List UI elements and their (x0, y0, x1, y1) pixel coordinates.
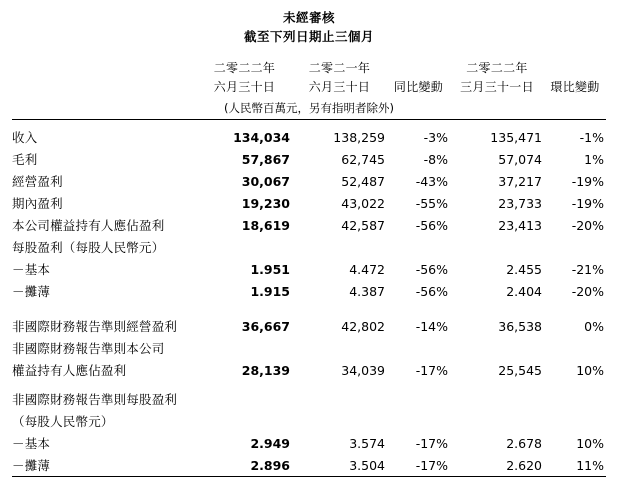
header-cell (12, 59, 197, 78)
document-title-block (12, 8, 606, 46)
row-value: -14% (415, 319, 448, 334)
row-value (387, 411, 450, 433)
row-value: 1.915 (250, 284, 290, 299)
row-value (292, 338, 387, 360)
footer-rule (12, 476, 606, 477)
row-value: 18,619 (241, 218, 290, 233)
row-value: 4.472 (349, 262, 385, 277)
row-label: 權益持有人應佔盈利 (12, 363, 127, 378)
row-value: 34,039 (341, 363, 385, 378)
row-value: 134,034 (233, 130, 290, 145)
header-cell: 六月三十日 (213, 80, 276, 94)
currency-note: (人民幣百萬元，另有指明者除外) (224, 101, 394, 115)
header-cell (387, 59, 450, 78)
spacer (12, 120, 606, 127)
row-value (544, 338, 606, 360)
row-value: -21% (571, 262, 604, 277)
row-value: -17% (415, 458, 448, 473)
row-value: 2.404 (506, 284, 542, 299)
row-value: -17% (415, 363, 448, 378)
row-value: 3.504 (349, 458, 385, 473)
row-value (292, 237, 387, 259)
row-label: －基本 (12, 436, 51, 451)
row-value: 37,217 (498, 174, 542, 189)
title-line-2: 截至下列日期止三個月 (243, 29, 374, 44)
row-value: -8% (423, 152, 448, 167)
row-label: 非國際財務報告準則每股盈利 (12, 392, 178, 407)
table-row (12, 338, 606, 360)
row-value: 135,471 (490, 130, 542, 145)
title-line-1: 未經審核 (282, 10, 335, 25)
spacer (12, 303, 606, 316)
header-cell: 二零二二年 (213, 61, 276, 75)
header-cell: 三月三十一日 (460, 80, 534, 94)
row-value (292, 411, 387, 433)
row-value: 2.678 (506, 436, 542, 451)
row-value: 28,139 (241, 363, 290, 378)
row-label: －攤薄 (12, 284, 51, 299)
row-value (387, 389, 450, 411)
row-value: 2.455 (506, 262, 542, 277)
row-value (544, 237, 606, 259)
header-cell: 同比變動 (393, 80, 444, 94)
header-cell (12, 78, 197, 97)
table-row (12, 433, 606, 455)
row-value: -1% (579, 130, 604, 145)
row-value: 2.620 (506, 458, 542, 473)
row-value (292, 389, 387, 411)
table-row (12, 127, 606, 149)
table-row (12, 237, 606, 259)
row-value: 1% (584, 152, 604, 167)
row-label: 非國際財務報告準則本公司 (12, 341, 165, 356)
row-value: 10% (576, 436, 604, 451)
table-header-note-row (12, 97, 606, 120)
table-row (12, 281, 606, 303)
row-value: 57,867 (241, 152, 290, 167)
row-value (450, 237, 544, 259)
row-value: 36,538 (498, 319, 542, 334)
table-row (12, 360, 606, 382)
row-value (544, 411, 606, 433)
row-label: －攤薄 (12, 458, 51, 473)
row-label: －基本 (12, 262, 51, 277)
row-value (197, 389, 292, 411)
row-value: 3.574 (349, 436, 385, 451)
spacer (12, 52, 606, 59)
row-label: 每股盈利（每股人民幣元） (12, 240, 165, 255)
row-label: 經營盈利 (12, 174, 63, 189)
row-value (544, 389, 606, 411)
row-value: 23,413 (498, 218, 542, 233)
row-value: 0% (584, 319, 604, 334)
row-value (450, 411, 544, 433)
financial-table (12, 52, 606, 477)
row-value: 11% (576, 458, 604, 473)
row-value: 4.387 (349, 284, 385, 299)
table-row (12, 193, 606, 215)
header-cell (544, 59, 606, 78)
row-value: 2.949 (250, 436, 290, 451)
header-cell: 六月三十日 (308, 80, 371, 94)
table-row (12, 149, 606, 171)
row-value: 52,487 (341, 174, 385, 189)
row-value: -56% (415, 218, 448, 233)
row-value: 57,074 (498, 152, 542, 167)
row-value: 42,802 (341, 319, 385, 334)
row-value: 2.896 (250, 458, 290, 473)
row-value: 1.951 (250, 262, 290, 277)
row-value: -43% (415, 174, 448, 189)
table-row (12, 455, 606, 477)
row-value: 36,667 (241, 319, 290, 334)
row-label: 毛利 (12, 152, 38, 167)
row-value: 42,587 (341, 218, 385, 233)
row-value: 43,022 (341, 196, 385, 211)
table-body (12, 52, 606, 477)
table-row (12, 411, 606, 433)
row-value: -19% (571, 196, 604, 211)
header-cell: 二零二二年 (466, 61, 528, 75)
table-header-row-1 (12, 59, 606, 78)
row-value: 25,545 (498, 363, 542, 378)
header-cell: 二零二一年 (308, 61, 371, 75)
row-value (387, 237, 450, 259)
row-value (450, 389, 544, 411)
table-row (12, 316, 606, 338)
row-value: -3% (423, 130, 448, 145)
row-value (197, 237, 292, 259)
row-label: 期內盈利 (12, 196, 63, 211)
row-value (387, 338, 450, 360)
table-row (12, 215, 606, 237)
row-value: 30,067 (241, 174, 290, 189)
table-row (12, 259, 606, 281)
row-value: -20% (571, 218, 604, 233)
row-value: 10% (576, 363, 604, 378)
row-label: 收入 (12, 130, 38, 145)
row-value: -17% (415, 436, 448, 451)
row-value: 19,230 (241, 196, 290, 211)
row-value (197, 411, 292, 433)
table-header-row-2 (12, 78, 606, 97)
row-label: （每股人民幣元） (12, 414, 114, 429)
header-cell: 環比變動 (550, 80, 600, 94)
row-value: 138,259 (333, 130, 385, 145)
row-value: -56% (415, 284, 448, 299)
row-value (197, 338, 292, 360)
row-label: 非國際財務報告準則經營盈利 (12, 319, 178, 334)
spacer (12, 382, 606, 389)
row-value: 62,745 (341, 152, 385, 167)
table-row (12, 389, 606, 411)
row-label: 本公司權益持有人應佔盈利 (12, 218, 165, 233)
row-value: -55% (415, 196, 448, 211)
row-value: 23,733 (498, 196, 542, 211)
table-row (12, 171, 606, 193)
row-value: -20% (571, 284, 604, 299)
row-value: -19% (571, 174, 604, 189)
row-value (450, 338, 544, 360)
row-value: -56% (415, 262, 448, 277)
